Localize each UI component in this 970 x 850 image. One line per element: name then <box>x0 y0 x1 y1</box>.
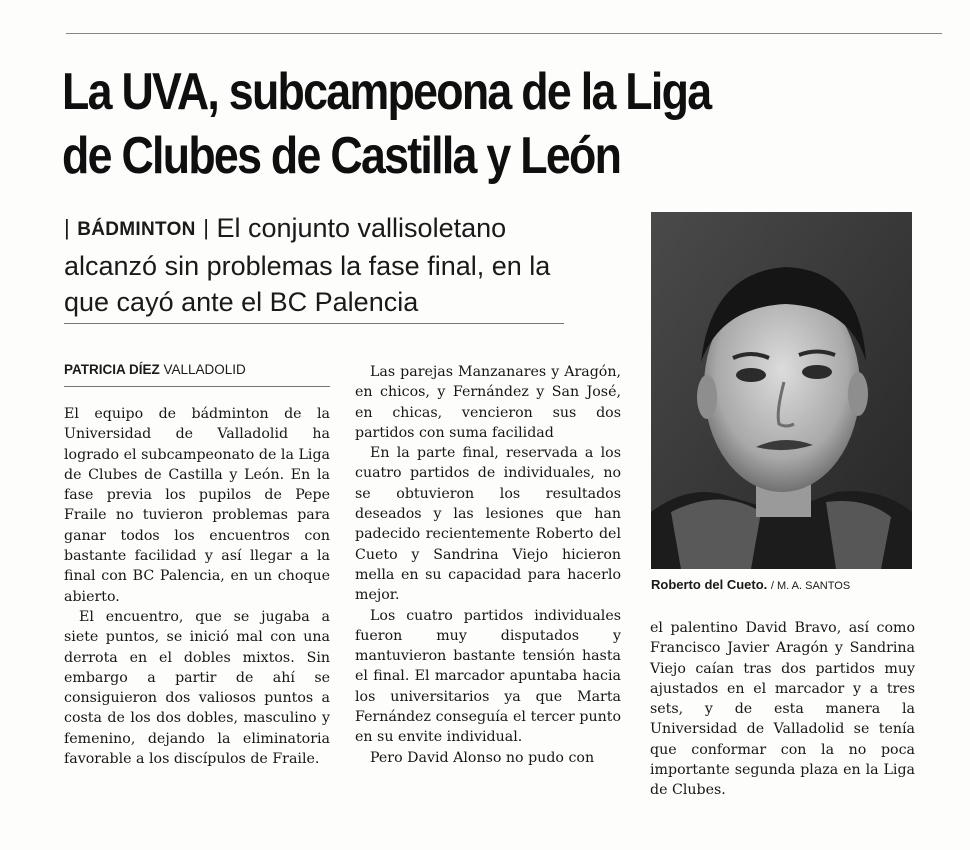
article-paragraph: Pero David Alonso no pudo con <box>370 749 595 766</box>
photo-caption <box>651 577 850 592</box>
player-portrait-image <box>651 212 912 569</box>
photo-credit: / M. A. SANTOS <box>770 580 851 592</box>
byline-rule <box>64 386 330 387</box>
byline-location: VALLADOLID <box>163 362 246 377</box>
section-tag: BÁDMINTON <box>77 219 196 240</box>
subheadline: El conjunto vallisoletano alcanzó sin problemas la fase final, en la que cayó ante el BC Palencia <box>64 213 551 317</box>
article-paragraph: el palentino David Bravo, así como Francisco Javier Aragón y Sandrina Viejo caían tras dos partidos muy ajustados en el marcador y a tres sets, y de esta manera la Universidad de Valladolid se tenía que conformar con la no poca importante segunda plaza en la Liga de Clubes. <box>650 620 915 799</box>
subheadline-rule <box>64 323 564 324</box>
byline <box>64 362 246 377</box>
subheadline-block <box>64 210 564 320</box>
byline-author: PATRICIA DÍEZ <box>64 362 160 377</box>
article-column-3 <box>650 618 915 801</box>
section-divider: | <box>203 215 209 240</box>
article-paragraph: Las parejas Manzanares y Aragón, en chicos, y Fernández y San José, en chicas, vencieron sus dos partidos con suma facilidad <box>355 364 621 441</box>
caption-name: Roberto del Cueto. <box>651 577 768 592</box>
section-divider: | <box>64 215 70 240</box>
article-column-2 <box>355 362 621 768</box>
article-paragraph: El encuentro, que se jugaba a siete puntos, se inició mal con una derrota en el dobles mixtos. Sin embargo a partir de ahí se consiguieron dos valiosos puntos a costa de los dos dobles, masculino y femenino, dejando la eliminatoria favorable a los discípulos de Fraile. <box>64 608 330 768</box>
article-paragraph: En la parte final, reservada a los cuatro partidos de individuales, no se obtuvieron los resultados deseados y las lesiones que han padecido recientemente Roberto del Cueto y Sandrina Viejo hicieron mella en su capacidad para hacerlo mejor. <box>355 445 621 604</box>
headline: La UVA, subcampeona de la Liga de Clubes de Castilla y León <box>62 63 711 185</box>
article-paragraph: El equipo de bádminton de la Universidad de Valladolid ha logrado el subcampeonato de la Liga de Clubes de Castilla y León. En la fase previa los pupilos de Pepe Fraile no tuvieron problemas para ganar todos los encuentros con bastante facilidad y así llegar a la final con BC Palencia, en un choque abierto. <box>64 406 330 605</box>
article-paragraph: Los cuatro partidos individuales fueron muy disputados y mantuvieron bastante tensión hasta el final. El marcador apuntaba hacia los universitarios ya que Marta Fernández conseguía el tercer punto en su envite individual. <box>355 607 621 746</box>
player-photo <box>651 212 912 569</box>
article-column-1 <box>64 404 330 769</box>
top-rule <box>66 33 942 34</box>
